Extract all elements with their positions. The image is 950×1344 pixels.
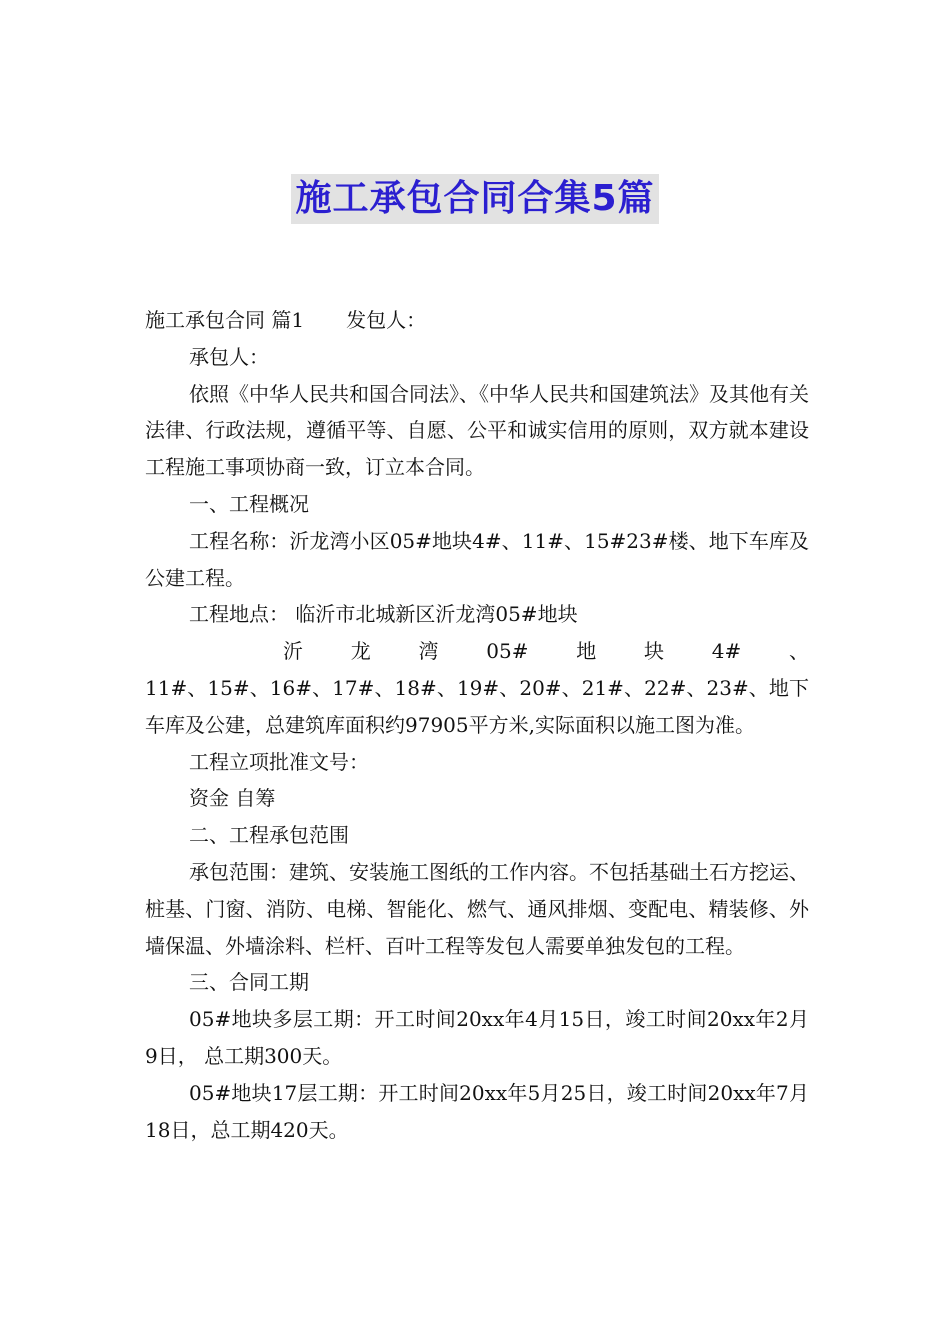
period-17-floor-paragraph: 05#地块17层工期：开工时间20xx年5月25日，竣工时间20xx年7月18日，总工期420天。: [145, 1080, 809, 1142]
period-multistory-paragraph: 05#地块多层工期：开工时间20xx年4月15日，竣工时间20xx年2月9日， 总工期300天。: [145, 1007, 809, 1068]
document-body: [145, 302, 809, 1148]
spread-token: 4#: [711, 639, 742, 664]
spread-token: 块: [643, 639, 664, 664]
scope-paragraph: 承包范围：建筑、安装施工图纸的工作内容。不包括基础土石方挖运、桩基、门窗、消防、电梯、智能化、燃气、通风排烟、变配电、精装修、外墙保温、外墙涂料、栏杆、百叶工程等发包人需要单独发包的工程。: [145, 859, 809, 958]
spread-token: 05#: [486, 639, 529, 664]
spread-line: [145, 633, 809, 670]
section-1-heading: 一、工程概况: [189, 491, 309, 516]
spread-token: 湾: [418, 639, 439, 664]
project-name-paragraph: 工程名称：沂龙湾小区05#地块4#、11#、15#23#楼、地下车库及公建工程。: [145, 528, 809, 590]
employer-label: 发包人：: [346, 308, 427, 332]
section-3-heading: 三、合同工期: [189, 970, 309, 995]
project-location-paragraph: 工程地点： 临沂市北城新区沂龙湾05#地块: [189, 602, 578, 627]
title-container: [0, 174, 950, 224]
funding-line: 资金 自筹: [189, 786, 276, 811]
spread-token: 龙: [350, 639, 371, 664]
legal-basis-paragraph: 依照《中华人民共和国合同法》、《中华人民共和国建筑法》及其他有关法律、行政法规，遵循平等、自愿、公平和诚实信用的原则，双方就本建设工程施工事项协商一致，订立本合同。: [145, 381, 809, 480]
contract-heading: 施工承包合同 篇1: [145, 308, 305, 332]
section-2-heading: 二、工程承包范围: [189, 823, 349, 848]
scope-continuation-paragraph: 11#、15#、16#、17#、18#、19#、20#、21#、22#、23#、地下车库及公建，总建筑库面积约97905平方米,实际面积以施工图为准。: [145, 675, 809, 737]
contractor-label: 承包人：: [189, 344, 269, 369]
approval-number-label: 工程立项批准文号：: [189, 749, 369, 774]
spread-token: 、: [788, 639, 809, 664]
heading-line: [145, 302, 809, 339]
spread-token: 地: [576, 639, 597, 664]
document-title: 施工承包合同合集5篇: [291, 174, 658, 224]
spread-token: 沂: [283, 639, 303, 664]
